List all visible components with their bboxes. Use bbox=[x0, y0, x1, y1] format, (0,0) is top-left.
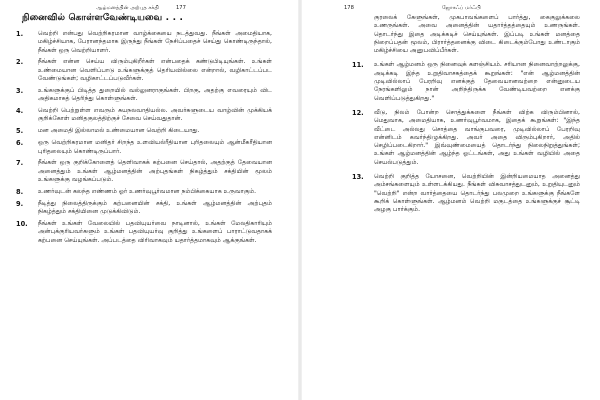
item-text: உணர்வுடன் கலந்த எண்ணம் ஓர் உணர்வுபூர்வமான நம்பிக்கையாக உருவாகும். bbox=[38, 187, 257, 195]
item-text: நீங்கள் என்ன செய்ய விரும்புகிறீர்கள் என்பதைக் கண்டுபிடியுங்கள். உங்கள் உண்மையான வெளிப்பாடு உங்களுக்குத் தெரியவில்லை என்றால், வழிகாட்டப்பட வேண்டுங்கள்; வழிகாட்டப்படுவீர்கள். bbox=[38, 58, 272, 83]
list-item bbox=[16, 127, 272, 135]
item-text: நீங்கள் ஒரு குறிக்கோளைத் தெளிவாகக் கற்பனை செய்தால், அதற்குத் தேவையான அனைத்தும் உங்கள் ஆழ்மனத்தின் அற்புதங்கள் நிகழ்த்தும் சக்தியின் மூலம் உங்களுக்கு வழங்கப்படும். bbox=[38, 159, 272, 184]
item-number: 7. bbox=[16, 159, 24, 168]
right-point-list bbox=[352, 14, 580, 218]
item-text: வெற்றி பெற்றுள்ள எவரும் சுயநலவாதியல்ல. அவர்களுடைய வாழ்வின் முக்கியக் குறிக்கோள் மனிதகுலத்திற்குச் சேவை செய்வதுதான். bbox=[38, 107, 272, 123]
item-text: உங்கள் ஆழ்மனம் ஒரு நினைவுக் களஞ்சியம். சரியான நினைவாற்றலுக்கு, அடிக்கடி இந்த உறுதிவாசகத்தைக் கூறுங்கள்: "என் ஆழ்மனத்தின் முடிவில்லாப் பேரறிவு எனக்குத் தேவையானவற்றை என்னுடைய நேரங்களிலும் நான் அறிந்திருக்க வேண்டியவற்றை எனக்கு வெளிப்படுத்துகிறது." bbox=[374, 61, 580, 102]
list-item bbox=[16, 87, 272, 104]
list-item bbox=[16, 159, 272, 184]
list-item bbox=[16, 220, 272, 245]
item-number: 10. bbox=[16, 219, 28, 228]
item-text: நீடித்து நிலைத்திருக்கும் கற்பனையின் சக்தி, உங்கள் ஆழ்மனத்தின் அற்புதம் நிகழ்த்தும் சக்தியினை முடுக்கிவிடும். bbox=[38, 199, 272, 216]
left-page-number: 177 bbox=[176, 5, 186, 11]
item-number: 5. bbox=[16, 127, 24, 136]
item-number: 2. bbox=[16, 58, 24, 67]
item-text: வீடு, நிலம் போன்ற சொத்துக்களை நீங்கள் விற்க விரும்பினால், மெதுவாக, அமைதியாக, உணர்வுபூர்வமாக, இதைக் கூறுங்கள்: "இந்த வீட்டை அல்லது சொத்தை வாங்குபவரை, முடிவில்லாப் பேரறிவு என்னிடம் கவர்ந்திழுக்கிறது. அவர் அதை விரும்புகிறார், அதில் செழிப்படைகிறார்." இவ்வுண்மையைத் தொடர்ந்து நிலைநிறுத்துங்கள்; உங்கள் ஆழ்மனத்தின் ஆழ்ந்த ஓட்டங்கள், அது உங்கள் வழியில் அதை செயல்படுத்தும். bbox=[374, 108, 580, 166]
item-text: மன அமைதி இல்லாமல் உண்மையான வெற்றி கிடையாது. bbox=[38, 127, 200, 135]
list-item bbox=[16, 188, 272, 196]
left-point-list bbox=[16, 30, 272, 248]
list-item bbox=[352, 61, 580, 102]
item-number: 11. bbox=[352, 61, 364, 70]
item-text: வெற்றி குறித்த யோசனை, வெற்றியின் இன்றியமையாத அனைத்து அம்சங்களையும் உள்ளடக்கியது. நீங்கள் விசுவாசத்துடனும், உறுதியுடனும் "வெற்றி" என்ற வார்த்தையை தொடர்ந்து பலமுறை உங்களுக்கு நீங்களே கூறிக் கொள்ளுங்கள். ஆழ்மனம் வெற்றி மகுடத்தை உங்களுக்குச் சூட்டி அழகு பார்க்கும். bbox=[374, 173, 580, 214]
list-item bbox=[16, 200, 272, 217]
right-page bbox=[300, 0, 600, 400]
right-running-title: ஜோசஃப் மர்ஃபி bbox=[442, 5, 481, 11]
item-number: 8. bbox=[16, 187, 24, 196]
section-title: நினைவில் கொள்ளவேண்டியவை . . . bbox=[22, 13, 184, 23]
item-number: 13. bbox=[352, 173, 364, 182]
list-item bbox=[16, 107, 272, 124]
left-running-title: ஆழ்மனத்தின் அற்புத சக்தி bbox=[96, 5, 159, 11]
item-number: 12. bbox=[352, 108, 364, 117]
item-text: உங்களுக்குப் பிடித்த துறையில் வல்லுனராகுங்கள். பிறகு, அதற்கு எவரையும் விட அதிகமாகத் தெரிந்து கொள்ளுங்கள். bbox=[38, 86, 272, 103]
list-item bbox=[352, 109, 580, 167]
list-item bbox=[352, 14, 580, 55]
item-number: 6. bbox=[16, 139, 24, 148]
item-text: நீங்கள் உங்கள் வேலையில் பதவியுயர்வை நாடினால், உங்கள் மேலதிகாரியும் அன்புக்குரியவர்களும் உங்கள் பதவியுயர்வு குறித்து உங்களைப் பாராட்டுவதாகக் கற்பனை செய்யுங்கள். அப்படத்தை விரிவாகவும் யதார்த்தமாகவும் ஆக்குங்கள். bbox=[38, 219, 272, 244]
item-number: 9. bbox=[16, 199, 24, 208]
item-text: வெற்றி என்பது வெற்றிகரமான வாழ்க்கையை நடத்துவது. நீங்கள் அமைதியாக, மகிழ்ச்சியாக, பேரானந்தமாக இருந்து நீங்கள் நேசிப்பதைச் செய்து கொண்டிருந்தால், நீங்கள் ஒரு வெற்றியாளர். bbox=[38, 30, 272, 54]
item-number: 1. bbox=[16, 30, 24, 38]
item-text: ஒரு வெற்றிகரமான மனிதர் சிறந்த உளவியல்ரீதியான புரிதலையும் ஆன்மீகரீதியான புரிதலையும் கொண்டிருப்பார். bbox=[38, 139, 272, 155]
item-number: 4. bbox=[16, 107, 24, 116]
item-number: 3. bbox=[16, 86, 24, 95]
list-item bbox=[16, 30, 272, 55]
list-item bbox=[352, 173, 580, 214]
list-item bbox=[16, 139, 272, 156]
list-item bbox=[16, 58, 272, 83]
item-text: குரலைக் கேளுங்கள், முகபாவங்களைப் பார்த்து, கைகுலுக்கலை உணருங்கள். அவை அனைத்தின் யதார்த்தத்தையும் உணருங்கள். தொடர்ந்து இதை அடிக்கடிச் செய்யுங்கள். இப்படி உங்கள் மனத்தை நிறைப்பதன் மூலம், பிரார்த்தனைக்கு விடை கிடைக்கும்போது உண்டாகும் மகிழ்ச்சியை அனுபவிப்பீர்கள். bbox=[374, 14, 580, 55]
right-page-number: 178 bbox=[344, 5, 354, 11]
